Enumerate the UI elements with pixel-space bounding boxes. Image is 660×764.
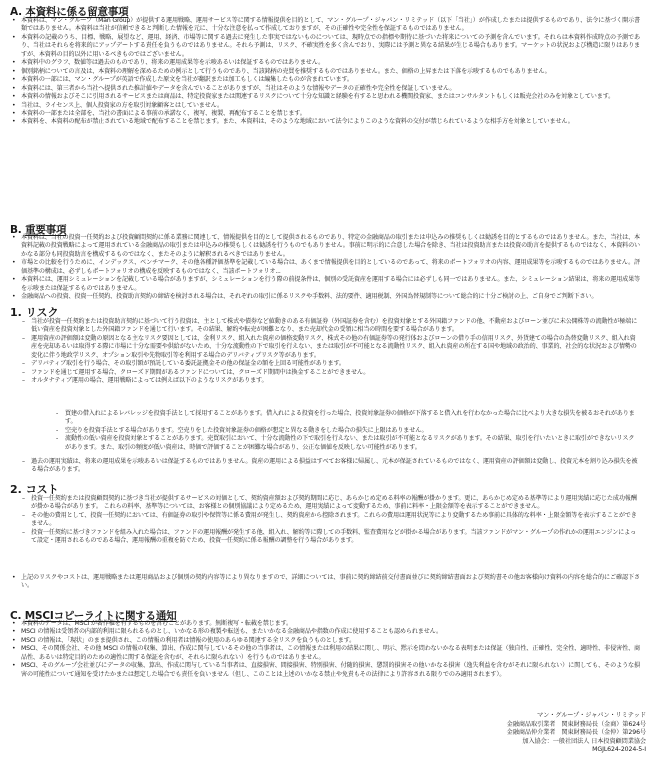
list-item: • 本資料は、当社の投資一任契約および投資顧問契約に係る業務に関連して、情報提供を目的として提供されるものであり、特定の金融商品の取引または申込みの推奨もしくは勧誘を目的とするものではありません。また、当社は、本資料記載の投資戦略によって運用されている金融商品の取引または申込みの推奨もしくは勧誘を行うものでもありません。事前に明示的に合意した場合を除き、当社は投資助言または投資の助言を提供するものではなく、本資料のいかなる部分も同投資助言を構成するものではなく、またそのように解釈されるべきではありません。 [10,234,640,259]
risk-alt-sublist [56,410,640,452]
registration-line-2: 金融商品仲介業者 関東財務局長（金仲）第296号 [506,729,646,736]
list-item: • 本資料を、本資料の配布が禁止されている地域で配布することを禁じます。また、本資料は、そのような地域において法令によりこのような資料の交付が禁じられているような相手方を対象としていません。 [10,118,640,126]
risk-title: リスク [25,306,59,319]
cost-title: コスト [25,483,59,496]
document-code: MGJL624-2024-5-I [592,746,646,753]
list-item: – 運用資産の評価額は変動の原因となる主なリスク要因としては、金利リスク、組入れた資産の価格変動リスク、株式その他の有価証券等の発行体およびローンの借り手の信用リスク、外貨建ての場合の為替変動リスク、組入れ資産を売却あるいは取得する際に市場に十分な需要や供給がないため、十分な流動性の下で取引を行えない、または取引が不可能となる流動性リスク、組入れ資産の所在する国や地域の政治的、事業的、社会的な状況および情勢の変化に伴う地政学リスク、オプション取引や先物取引等を利用する場合のデリバティブリスク等があります。 [22,335,640,360]
list-item: – ファンドを通じて運用する場合、クローズド期間があるファンドについては、クローズド期間中は換金することができません。 [22,369,640,377]
section-c-list [10,620,640,679]
risk-list [22,318,640,386]
list-item: ‐ 空売りを投資手法とする場合があります。空売りをした投資対象証券の価格が想定と異なる動きをした場合の損失に上限はありません。 [56,427,640,435]
section-c-label: C. [10,610,22,622]
registration-line-1: 金融商品取引業者 関東財務局長（金商）第624号 [506,720,646,728]
list-item: ‐ 流動性の低い資産を投資対象とすることがあります。売買取引において、十分な流動性の下で取引を行えない、または取引が不可能となるリスクがあります。その結果、取引を行いたいときに取引ができないリスクがあります。また、取引の頻度が低い資産は、時価で評価することが困難な場合があり、公正な価値を反映しない可能性があります。 [56,435,640,452]
list-item: • 本資料には、運用シミュレーションを記載している場合がありますが、シミュレーションを行う際の前提条件は、個別の受託資産を運用する場合には必ずしも同一ではありません。また、シミュレーション結果は、将来の運用成果等を示唆または保証するものではありません。 [10,276,640,293]
list-item: – デリバティブ取引を行う場合、その取引額が預託している委託証拠金その他の保証金の額を上回る可能性があります。 [22,360,640,368]
list-item: • 本資料の一部には、マン・グループが英語で作成した原文を当社が翻訳または加工もしくは編集したものが含まれています。 [10,76,640,84]
list-item: • MSCI、そのグループ会社並びにデータの収集、算出、作成に関与している当事者は、直接損害、間接損害、特別損害、付随的損害、懲罰的損害その他いかなる損害（逸失利益を含むがそれに限られない）に関しても、そのような損害の可能性について通知を受けたかまたは想定した場合でも責任を負いません（但し、このことは上述のいかなる禁止や免責もその法律により許容される限りでのみ適用されます）。 [10,662,640,679]
section-b-list [10,234,640,302]
section-a-title: 本資料に係る留意事項 [25,6,129,18]
list-item: – その他の費用として、投資一任契約においては、有価証券の取引や保管等に係る費用が発生し、契約資産から控除されます。これらの費用は運用状況等により変動するため事前に具体的な料率・上限金額等を表示することができません。 [22,512,640,529]
risk-number: 1. [10,306,22,319]
list-item: – 投資一任契約に基づきファンドを組み入れた場合は、ファンドの運用報酬が発生する他、組入れ、解約等に際しての手数料、監査費用などが掛かる場合があります。当該ファンドがマン・グループの作れかの運用エンジンによって設定・運用されるものである場合、運用報酬の重複を防ぐため、投資一任契約に係る報酬の調整を行う場合があります。 [22,529,640,546]
cost-number: 2. [10,483,22,496]
list-item: • 本資料のデータは、MSCI が著作権を有するものを含むことがあります。無断複写・転載を禁じます。 [10,620,640,628]
section-b-title: 重要事項 [25,224,67,236]
risk-past-performance [22,458,640,475]
section-a-label: A. [10,6,22,18]
list-item: ‐ 買建の借入れによるレバレッジを投資手法として採用することがあります。借入れによる投資を行った場合、投資対象証券の価格が下落すると借入れを行わなかった場合に比べより大きな損失を被るおそれがあります。 [56,410,640,427]
cost-note [10,574,640,591]
list-item: • MSCI の情報は、「現状」のまま提供され、この情報の利用者は情報の使用のあらゆる関連する全リスクを負うものとします。 [10,637,640,645]
list-item: • 本資料の記載のうち、目標、戦略、展望など、運用、経済、市場等に関する過去に発生した事実ではないものについては、現時点での指標や期待に基づいた将来についての予測を含んでいます。それらは本資料作成時点の予測であり、当社はそれらを将来的にアップデートする責任を負うものではありません。それら予測は、リスク、不確実性を多く含んでおり、実際には予測と異なる結果が生じる場合もあります。マーケットの状況および構造に限りはありますが、本資料の目的以外に用いるべきものではございません。 [10,34,640,59]
section-b-label: B. [10,224,22,236]
list-item: • MSCI、その関係会社、その他 MSCI の情報の収集、算出、作成に関与しているその他の当事者は、この情報または利用の結果に関し、明示、黙示を問わないかなる表明または保証（独自性、正確性、完全性、適時性、非侵害性、商品性、あるいは特定目的のための適性に関する保証を含むが、それらに限られない）を行うものではありません。 [10,645,640,662]
list-item: • 市場との比較を行うために、インデックス、ベンチマーク、その他各種評価基準を記載している場合は、あくまで情報提供を目的としているのであって、将来のポートフォリオの内容、運用成果等を示唆するものではありません。評価基準の構成は、必ずしもポートフォリオの構成を反映するものではなく、当該ポートフォリオ... [10,259,640,276]
list-item: • 当社は、ライセンス上、個人投資家の方を取引対象顧客とはしていません。 [10,102,640,110]
list-item: • 個別銘柄についての言及は、本資料の理解を深めるための例示として行うものであり、当該銘柄の売買を推奨するものではありません。また、価格の上昇または下落を示唆するものでもありません。 [10,68,640,76]
list-item: • MSCI の情報は受領者の内部的利用に限られるものとし、いかなる形の複製や転送も、またいかなる金融商品や指数の作成に使用することも認められません。 [10,628,640,636]
list-item: • 上記のリスクやコストは、運用戦略または運用商品および個別の契約内容等により異なりますので、詳細については、事前に契約締結前交付書面並びに契約締結書面および契約書その他お客様向け資料の内容を総合的にご確認下さい。 [10,574,640,591]
list-item: – 投資一任契約または投資顧問契約に基づき当社が提供するサービスの対価として、契約資産額および契約期間に応じ、あらかじめ定める料率の報酬が掛かります。更に、あらかじめ定める基準等により運用実績に応じた成功報酬が掛かる場合があります。 これらの料率、基準等については、お客様との個別協議により定めるため、運用実績によって変動するため、事前に料率・上限金額等を表示することができません。 [22,495,640,512]
section-a-list [10,17,640,127]
list-item: • 本資料には、第三者から当社へ提供された推計値やデータを含んでいることがありますが、当社はそのような情報やデータの正確性や完全性を保証していません。 [10,85,640,93]
list-item: – 当社が投資一任契約または投資助言契約に基づいて行う投資は、主として株式や債券など値動きのある有価証券（外国証券を含む）を投資対象とする外国籍ファンドの他、不動産およびローン並びに未公開株等の流動性が極端に低い資産を投資対象とした外国籍ファンドを通じて行います。その結果、解約や転売が困難となり、また売却代金の受領に相当の時間を要する場合があります。 [22,318,640,335]
list-item: • 本資料は、マン・グループ（Man Group）が提供する運用戦略、運用サービス等に関する情報提供を目的として、マン・グループ・ジャパン・リミテッド（以下「当社」）が作成したまたは提供するものであり、法令に基づく開示書類ではありません。本資料は当社が信頼できると判断した情報を元に、十分な注意を払って作成しておりますが、その正確性や完全性を保証するものではありません。 [10,17,640,34]
list-item: • 金融商品への投資、投資一任契約、投資助言契約の締結を検討される場合は、それぞれの取引に係るリスクや手数料、法的要件、適用税制、外国為替規制等について総合的に十分ご検討の上、ご自身でご判断下さい。 [10,293,640,301]
association-line: 加入協会：一般社団法人 日本投資顧問業協会 [522,737,646,745]
company-footer [507,712,646,755]
section-c-title: MSCIコピーライトに関する通知 [24,610,177,622]
list-item: – オルタナティブ運用の場合、運用戦略によっては例えば以下のようなリスクがあります。 [22,377,640,385]
company-name: マン・グループ・ジャパン・リミテッド [537,712,646,719]
list-item: – 過去の運用実績は、将来の運用成果を示唆あるいは保証するものではありません。資産の運用による損益はすべてお客様に帰属し、元本が保証されているものではなく、運用資産の評価額は変動し、投資元本を割り込み損失を被る場合があります。 [22,458,640,475]
list-item: • 本資料の情報およびそこに引用されるサービスまたは商品は、特定投資家または関連するリスクについて十分な知識と経験を有すると思われる機関投資家、またはコンサルタントもしくは販売会社のみを対象としています。 [10,93,640,101]
cost-list [22,495,640,546]
list-item: • 本資料の一部または全部を、当社の書面による事前の承諾なく、複写、複製、再配布することを禁じます。 [10,110,640,118]
list-item: • 本資料中のグラフ、数値等は過去のものであり、将来の運用成果等を示唆あるいは保証するものではありません。 [10,59,640,67]
